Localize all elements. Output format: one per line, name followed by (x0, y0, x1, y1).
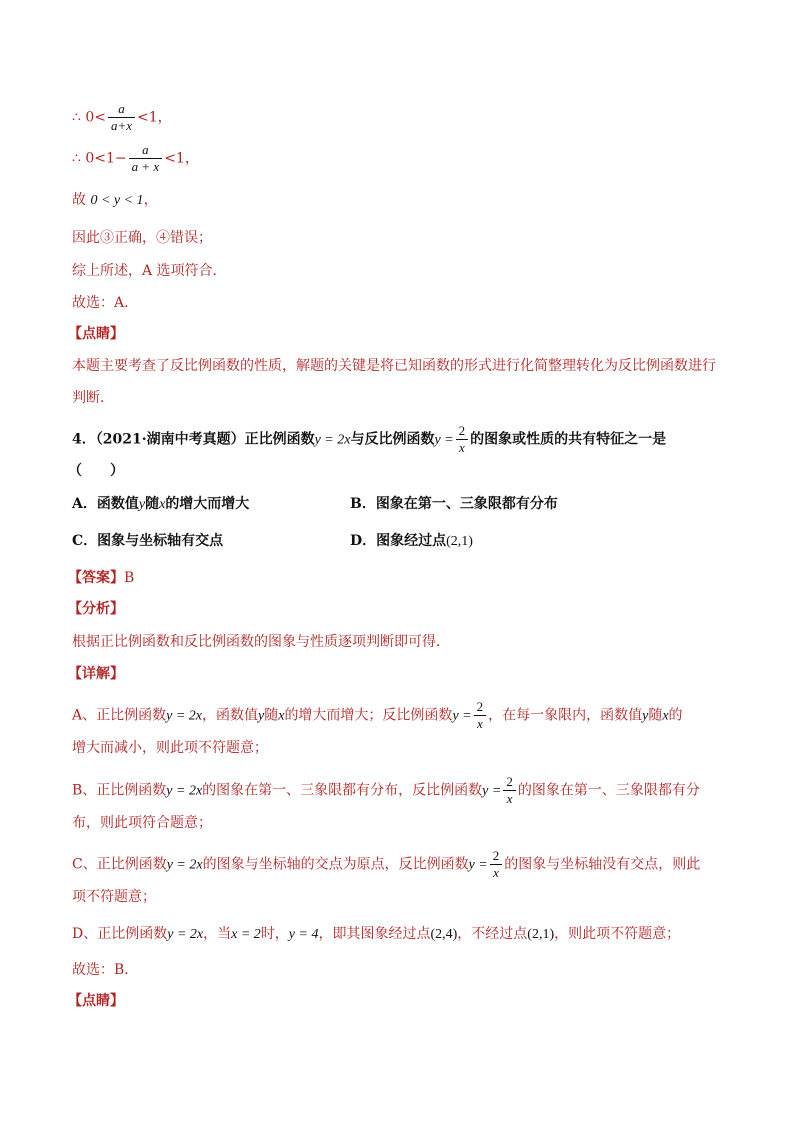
fraction-denominator: a + x (131, 159, 160, 174)
proof-text: 故 (72, 192, 86, 208)
detail-text: 随 (648, 707, 663, 724)
question-4-stem (72, 424, 666, 455)
math-expression: y = 2x (166, 708, 202, 724)
option-text: 的增大而增大 (165, 496, 250, 512)
detail-text: ，则此项不符题意； (554, 926, 681, 942)
math-variable: y (642, 708, 649, 724)
proof-text: ∴ 0<1− (72, 150, 127, 167)
fraction-numerator: 2 (490, 849, 503, 865)
fraction (108, 102, 135, 133)
math-expression: y = (434, 432, 454, 448)
math-expression: y = 2x (166, 783, 203, 799)
detail-text: 的增大而增大；反比例函数 (284, 707, 453, 724)
fraction-numerator: 2 (456, 424, 469, 440)
option-text: 随 (145, 496, 160, 512)
fraction (490, 849, 503, 880)
math-expression: y = 2x (166, 857, 203, 873)
proof-text: ， (143, 192, 158, 208)
math-expression: y = (452, 708, 472, 724)
option-label: D． (350, 533, 377, 549)
option-text: 图象与坐标轴有交点 (97, 533, 224, 549)
proof-text: <1， (164, 150, 199, 167)
answer-blank: （ ） (68, 463, 124, 479)
proof-text: ∴ 0< (72, 109, 106, 126)
detail-text: 的图象在第一、三象限都有分 (517, 782, 700, 799)
math-expression: x = 2 (231, 927, 261, 942)
detail-text: ，在每一象限内，函数值 (488, 707, 643, 724)
answer-line (68, 568, 134, 588)
option-label: C． (72, 533, 98, 549)
detail-text: 的图象在第一、三象限都有分布，反比例函数 (202, 782, 483, 799)
detail-a-line-1 (72, 700, 683, 731)
proof-line-1 (72, 102, 172, 133)
math-variable: x (662, 708, 669, 724)
fraction-numerator: a (129, 143, 163, 159)
question-number: 4． (72, 431, 96, 448)
option-text: 图象经过点 (376, 533, 447, 549)
fraction-denominator: x (493, 865, 499, 880)
detail-a-line-2: 增大而减小，则此项不符题意； (72, 740, 268, 756)
question-text: 的图象或性质的共有特征之一是 (470, 431, 667, 448)
proof-text: <1， (137, 109, 172, 126)
option-d (350, 531, 473, 552)
fraction-denominator: x (506, 791, 513, 806)
detail-text: 的图象与坐标轴没有交点，则此 (504, 856, 701, 873)
detail-text: A、正比例函数 (72, 707, 167, 724)
option-label: A． (72, 496, 97, 512)
section-heading-dianjing: 【点睛】 (68, 326, 124, 342)
proof-line-2 (72, 143, 199, 174)
proof-line-5: 综上所述，A 选项符合． (72, 263, 227, 279)
detail-text: ，当 (203, 926, 232, 942)
detail-text: D、正比例函数 (72, 926, 168, 942)
section-heading-detail: 【详解】 (68, 666, 124, 682)
math-variable: y (138, 497, 146, 512)
detail-text: 随 (264, 707, 279, 724)
option-label: B． (350, 496, 376, 512)
analysis-text: 根据正比例函数和反比例函数的图象与性质逐项判断即可得． (72, 634, 450, 650)
math-variable: x (278, 708, 285, 724)
section-heading-analysis: 【分析】 (68, 601, 124, 617)
detail-c-line-1 (72, 849, 700, 880)
detail-conclusion: 故选：B． (72, 962, 139, 978)
detail-b-line-2: 布，则此项符合题意； (72, 815, 212, 831)
detail-c-line-2: 项不符题意； (72, 889, 156, 905)
math-variable: y (258, 708, 265, 724)
proof-line-6: 故选：A． (72, 295, 139, 311)
detail-text: 的 (668, 707, 683, 724)
detail-text: 的图象与坐标轴的交点为原点，反比例函数 (202, 856, 469, 873)
math-expression: y = (482, 783, 502, 799)
fraction-denominator: a+x (111, 118, 133, 133)
section-heading-dianjing-2: 【点睛】 (68, 993, 124, 1009)
option-a (72, 494, 249, 515)
math-expression: y = (468, 857, 488, 873)
dianjing-text-line-2: 判断． (72, 390, 114, 406)
detail-text: B、正比例函数 (72, 782, 167, 799)
option-c (72, 531, 223, 551)
detail-text: ，不经过点 (457, 926, 528, 942)
proof-line-4: 因此③正确，④错误； (72, 230, 212, 246)
detail-text: ，即其图象经过点 (318, 926, 431, 942)
fraction (456, 424, 469, 455)
fraction-denominator: x (459, 440, 465, 455)
math-point: (2,4) (430, 927, 458, 942)
fraction (503, 775, 516, 806)
fraction (129, 143, 163, 174)
question-text: 正比例函数 (244, 431, 315, 448)
section-heading-answer: 【答案】 (68, 570, 124, 586)
fraction (474, 700, 487, 731)
math-expression: 0 < y < 1 (90, 193, 144, 208)
detail-text: ，函数值 (202, 707, 258, 724)
math-expression: y = 4 (288, 927, 319, 942)
option-text: 图象在第一、三象限都有分布 (375, 496, 558, 512)
question-text: 与反比例函数 (350, 431, 435, 448)
detail-text: C、正比例函数 (72, 856, 167, 873)
math-point: (2,1) (446, 534, 473, 549)
detail-d-line-1 (72, 924, 680, 945)
answer-value: B (124, 570, 135, 586)
detail-b-line-1 (72, 775, 700, 806)
proof-line-3 (72, 190, 158, 211)
option-b (350, 494, 558, 514)
question-source: （2021·湖南中考真题） (95, 431, 245, 448)
fraction-denominator: x (476, 716, 483, 731)
option-text: 函数值 (96, 496, 139, 512)
fraction-numerator: 2 (503, 775, 516, 791)
math-expression: y = 2x (314, 432, 351, 448)
math-point: (2,1) (527, 927, 555, 942)
fraction-numerator: a (108, 102, 135, 118)
math-expression: y = 2x (167, 927, 204, 942)
math-variable: x (159, 497, 166, 512)
detail-text: 时， (260, 926, 289, 942)
dianjing-text-line-1: 本题主要考查了反比例函数的性质，解题的关键是将已知函数的形式进行化简整理转化为反比例函数进行 (72, 358, 716, 374)
fraction-numerator: 2 (474, 700, 487, 716)
